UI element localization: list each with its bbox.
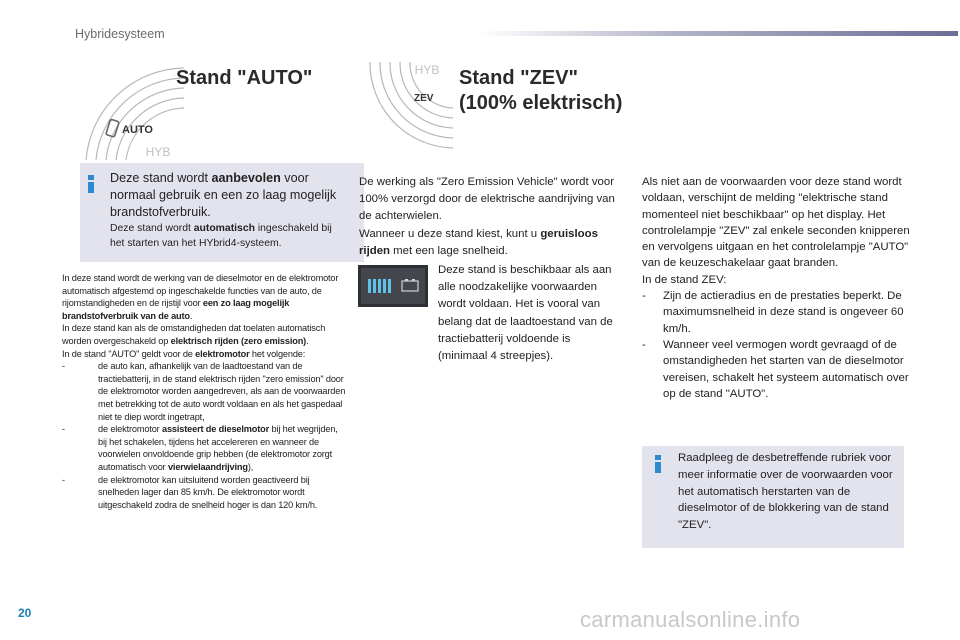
zev-title-line1: Stand "ZEV" (459, 67, 578, 89)
info-icon (88, 175, 94, 193)
paragraph: In deze stand kan als de omstandigheden dat toelaten automatisch worden overgeschakeld op elektrisch rijden (zero emission). (62, 323, 326, 346)
watermark: carmanualsonline.info (580, 607, 801, 632)
paragraph: Als niet aan de voorwaarden voor deze stand wordt voldaan, verschijnt de melding "elektrische stand momenteel niet beschikbaar" op het display. Het controlelampje "ZEV" zal enkele seconden knipperen en vervolgens uitgaan en het controlelampje "AUTO" van de keuzeschakelaar gaat branden. (642, 176, 910, 270)
info-box-recommended-text: Deze stand wordt aanbevolen voor normaal gebruik en een zo laag mogelijk brandstofverbruik. Deze stand wordt automatisch ingeschakeld bij het starten van het HYbrid4-systeem. (110, 170, 342, 251)
zev-availability: Deze stand is beschikbaar als aan alle noodzakelijke voorwaarden wordt voldaan. Het is vooral van belang dat de laadtoestand van de tractiebatterij voldoende is (minimaal 4 streepjes). (438, 264, 613, 363)
svg-text:HYB: HYB (145, 145, 171, 159)
auto-title: Stand "AUTO" (176, 67, 313, 89)
info-icon (655, 455, 661, 473)
zev-title-line2: (100% elektrisch) (459, 92, 623, 114)
info-box-reference-text: Raadpleeg de desbetreffende rubriek voor meer informatie over de voorwaarden voor het automatisch herstarten van de dieselmotor of de blokkering van de stand "ZEV". (678, 452, 893, 532)
paragraph: Wanneer u deze stand kiest, kunt u geruisloos rijden met een lage snelheid. (359, 227, 598, 257)
battery-display-illustration (358, 265, 428, 307)
zev-gauge-illustration (365, 60, 455, 150)
zev-conditions (642, 174, 910, 402)
list-item: - de elektromotor assisteert de dieselmotor bij het wegrijden, bij het schakelen, tijdens het accelereren en wanneer de voorwielen onvoldoende grip hebben (de elektromotor zorgt automatisch voor vierwielaandrijving), (62, 424, 338, 472)
list-item: - de elektromotor kan uitsluitend worden geactiveerd bij snelheden lager dan 85 km/h. De elektromotor wordt uitgeschakeld zodra de snelheid hoger is dan 120 km/h. (62, 474, 318, 510)
svg-text:HYB: HYB (414, 63, 440, 77)
section-title: Hybridesysteem (75, 27, 165, 41)
paragraph: In de stand ZEV: (642, 273, 727, 286)
auto-gauge-illustration (80, 60, 190, 160)
list-item: - Wanneer veel vermogen wordt gevraagd of de omstandigheden het starten van de dieselmotor vereisen, schakelt het systeem automatisch over op de stand "AUTO". (642, 338, 909, 400)
info-box-small-text: Deze stand wordt automatisch ingeschakeld bij het starten van het HYbrid4-systeem. (110, 223, 332, 249)
zev-description (359, 174, 624, 260)
page-number: 20 (18, 606, 32, 620)
header-bar (480, 31, 958, 36)
auto-description (62, 272, 347, 511)
list-item: - Zijn de actieradius en de prestaties beperkt. De maximumsnelheid in deze stand is ongeveer 60 km/h. (642, 290, 904, 335)
paragraph: De werking als "Zero Emission Vehicle" wordt voor 100% verzorgd door de elektrische aandrijving van de achterwielen. (359, 176, 615, 223)
zev-title (459, 66, 622, 116)
list-item: - de auto kan, afhankelijk van de laadtoestand van de tractiebatterij, in de stand elektrisch rijden "zero emission" door de elektromotor worden aangedreven, als aan de voorwaarden met betrekking tot de auto wordt voldaan en als het gaspedaal niet te diep wordt ingetrapt, (62, 361, 346, 422)
zev-gauge-label: ZEV (414, 93, 434, 104)
paragraph: In deze stand wordt de werking van de dieselmotor en de elektromotor automatisch afgestemd op ingeschakelde functies van de auto, de rijomstandigheden en de rijstijl voor een zo laag mogelijk brandstofverbruik van de auto. (62, 273, 339, 321)
paragraph: In de stand "AUTO" geldt voor de elektromotor het volgende: (62, 348, 306, 359)
auto-gauge-label: AUTO (122, 124, 153, 136)
